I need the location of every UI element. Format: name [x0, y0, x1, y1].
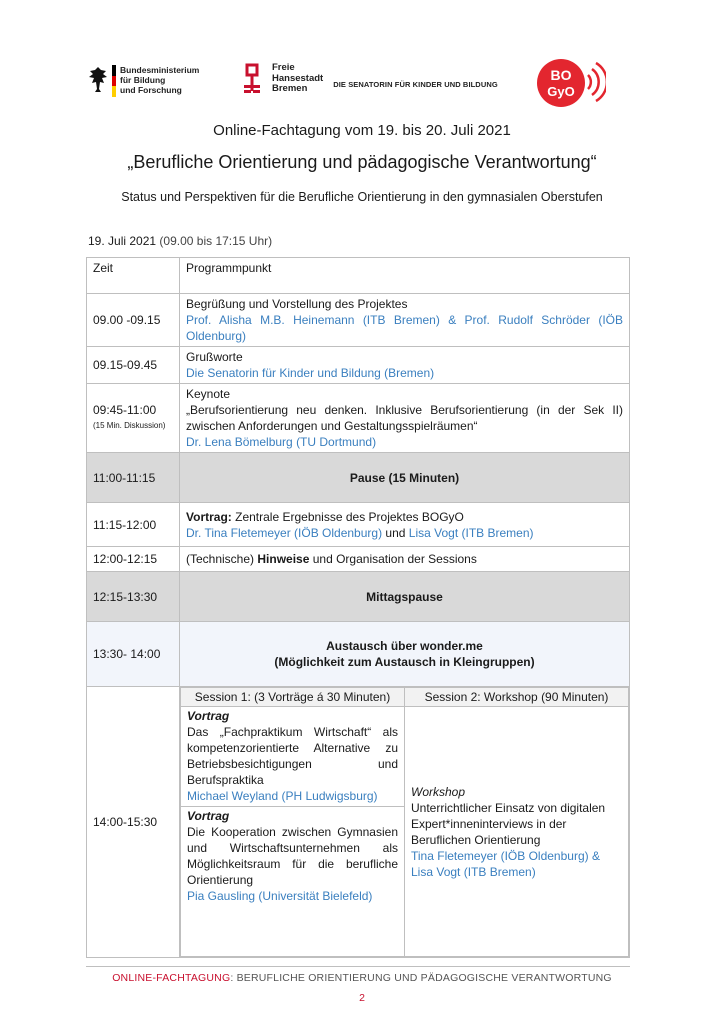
row-title: Austausch über wonder.me [326, 639, 483, 653]
workshop-label: Workshop [411, 784, 466, 799]
table-row [87, 503, 630, 547]
row-title: Vortrag: [186, 509, 232, 524]
row-title: Mittagspause [180, 572, 630, 622]
row-pre: (Technische) [186, 552, 258, 566]
day-date: 19. Juli 2021 [88, 234, 157, 248]
row-title: Pause (15 Minuten) [180, 453, 630, 503]
row-content [180, 547, 630, 572]
table-header-row [87, 258, 630, 294]
row-time-note: (15 Min. Diskussion) [93, 421, 166, 430]
talk-speaker: Pia Gausling (Universität Bielefeld) [187, 889, 373, 903]
row-time: 11:15-12:00 [87, 503, 180, 547]
row-time: 09.00 -09.15 [87, 294, 180, 347]
page-number: 2 [359, 992, 365, 1004]
session-1-header: Session 1: (3 Vorträge á 30 Minuten) [181, 688, 405, 707]
row-content [180, 384, 630, 453]
event-subtitle: Status und Perspektiven für die Berufliche Orientierung in den gymnasialen Oberstufen [121, 190, 603, 204]
row-time: 13:30- 14:00 [87, 622, 180, 687]
row-post: und Organisation der Sessions [309, 552, 477, 566]
workshop-speaker-2: Lisa Vogt (ITB Bremen) [411, 864, 536, 879]
bremen-line-1: Freie [272, 62, 295, 73]
event-title: Online-Fachtagung vom 19. bis 20. Juli 2021 [213, 122, 511, 139]
talk-label: Vortrag [187, 809, 230, 823]
row-time-cell [87, 384, 180, 453]
bremen-line-2: Hansestadt [272, 72, 324, 84]
table-row [87, 294, 630, 347]
row-content [180, 622, 630, 687]
table-row [87, 547, 630, 572]
row-speaker: Prof. Alisha M.B. Heinemann (ITB Bremen) & Prof. Rudolf Schröder (IÖB Oldenburg) [186, 313, 623, 343]
day-time: (09.00 bis 17:15 Uhr) [159, 234, 273, 248]
table-row-break [87, 453, 630, 503]
bogyo-text-bottom: GyO [547, 84, 575, 99]
session-1-talk-1 [181, 707, 404, 807]
header-time: Zeit [87, 258, 180, 294]
table-row [87, 384, 630, 453]
bmbf-logo [88, 65, 199, 97]
row-time: 14:00-15:30 [87, 687, 180, 958]
header-item: Programmpunkt [180, 258, 630, 294]
footer-divider [86, 966, 630, 967]
sessions-cell [180, 687, 630, 958]
senatorin-label: DIE SENATORIN FÜR KINDER UND BILDUNG [333, 80, 498, 89]
workshop-text: Unterrichtlicher Einsatz von digitalen Expert*inneninterviews in der Beruflichen Orientierung [411, 800, 606, 847]
row-speaker: Dr. Lena Bömelburg (TU Dortmund) [186, 435, 377, 449]
row-time: 09.15-09.45 [87, 347, 180, 384]
table-row-exchange [87, 622, 630, 687]
bogyo-text-top: BO [550, 67, 572, 83]
row-and: und [382, 525, 409, 540]
eagle-icon [88, 65, 108, 93]
bogyo-logo [536, 55, 606, 115]
row-time: 12:00-12:15 [87, 547, 180, 572]
talk-label: Vortrag [187, 709, 230, 723]
footer-prefix: ONLINE-FACHTAGUNG [112, 972, 231, 984]
session-1-cell [181, 707, 405, 957]
row-title: Keynote [186, 387, 231, 401]
bremen-line-3: Bremen [272, 83, 308, 94]
row-content [180, 503, 630, 547]
flag-stripe [112, 65, 116, 97]
bmbf-line-1: Bundesministerium [120, 65, 200, 75]
row-content [180, 294, 630, 347]
day-heading [88, 234, 272, 248]
table-row-break [87, 572, 630, 622]
logo-bar [0, 55, 724, 115]
row-title: Begrüßung und Vorstellung des Projektes [186, 297, 408, 311]
bmbf-line-2: für Bildung [120, 75, 166, 85]
row-speaker-1: Dr. Tina Fletemeyer (IÖB Oldenburg) [186, 525, 383, 540]
row-content [180, 347, 630, 384]
table-row-sessions [87, 687, 630, 958]
talk-text: Die Kooperation zwischen Gymnasien und Wirtschaftsunternehmen als Möglichkeitsraum für die berufliche Orientierung [187, 825, 398, 887]
session-1-talk-2 [181, 807, 404, 956]
row-subtitle: (Möglichkeit zum Austausch in Kleingruppen) [274, 655, 535, 669]
footer [0, 972, 724, 984]
row-speaker: Die Senatorin für Kinder und Bildung (Bremen) [186, 366, 435, 380]
talk-text: Das „Fachpraktikum Wirtschaft“ als kompetenzorientierte Alternative zu Betriebsbesichtigungen und Berufspraktika [187, 725, 398, 787]
session-2-header: Session 2: Workshop (90 Minuten) [405, 688, 629, 707]
table-row [87, 347, 630, 384]
sessions-table [180, 687, 629, 957]
row-time: 09:45-11:00 [93, 403, 157, 417]
row-title: Grußworte [186, 350, 243, 364]
program-table [86, 257, 630, 958]
event-motto: „Berufliche Orientierung und pädagogische Verantwortung“ [127, 152, 597, 172]
row-text: „Berufsorientierung neu denken. Inklusive Berufsorientierung (in der Sek II) zwischen Anforderungen und Gestaltungsspielräumen“ [186, 403, 623, 433]
row-time: 12:15-13:30 [87, 572, 180, 622]
row-title: Hinweise [257, 552, 310, 566]
bremen-logo [238, 63, 498, 95]
talk-speaker: Michael Weyland (PH Ludwigsburg) [187, 789, 378, 803]
workshop-speaker-1: Tina Fletemeyer (IÖB Oldenburg) & [411, 848, 600, 863]
bremen-key-icon [238, 63, 266, 95]
row-text: Zentrale Ergebnisse des Projektes BOGyO [231, 509, 464, 524]
footer-text: : BERUFLICHE ORIENTIERUNG UND PÄDAGOGISCHE VERANTWORTUNG [230, 972, 612, 984]
bmbf-line-3: und Forschung [120, 85, 182, 95]
row-speaker-2: Lisa Vogt (ITB Bremen) [408, 525, 534, 540]
session-2-cell [405, 707, 629, 957]
row-time: 11:00-11:15 [87, 453, 180, 503]
